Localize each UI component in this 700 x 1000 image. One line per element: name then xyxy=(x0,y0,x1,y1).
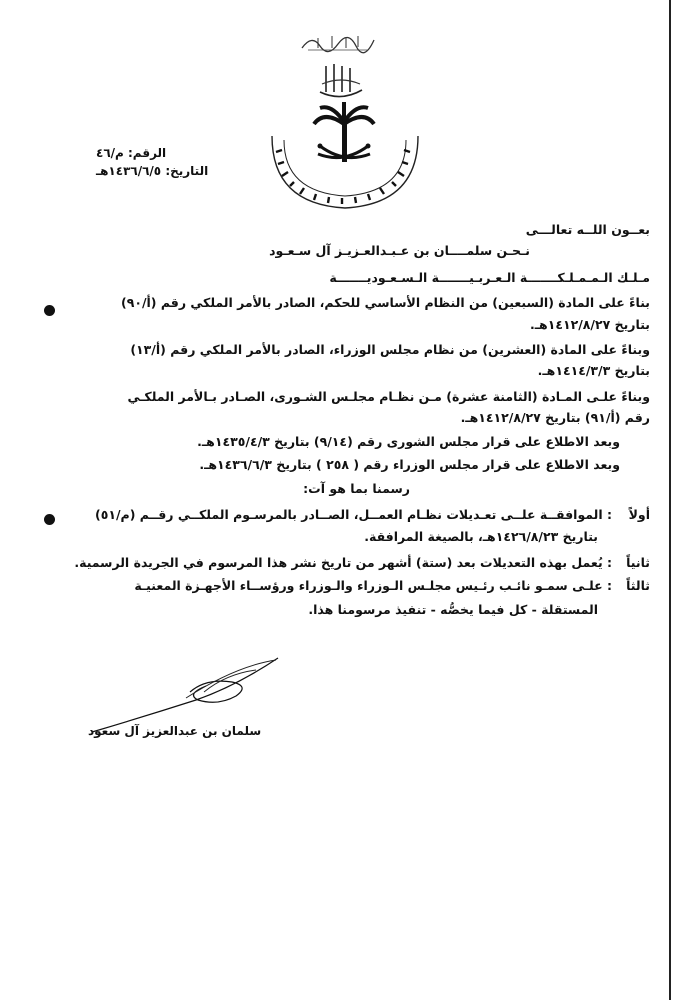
item-2-line-1: : يُعمل بهذه التعديلات بعد (ستة) أشهر من تاريخ نشر هذا المرسوم في الجريدة الرسمية. xyxy=(74,555,612,570)
preamble-para-5: وبعد الاطلاع على قرار مجلس الوزراء رقم ( ٢٥٨ ) بتاريخ ١٤٣٦/٦/٣هـ. xyxy=(199,457,620,472)
kingdom-title-line: مـلـك الـمـمـلـكـــــــة الـعـربـيـــــــة الـسـعـوديـــــــة xyxy=(329,270,650,285)
reference-number: الرقم: م/٤٦ xyxy=(96,146,167,160)
basmala-calligraphy xyxy=(298,28,378,56)
punch-hole-mark xyxy=(44,514,55,525)
preamble-para-1-line-2: بتاريخ ١٤١٢/٨/٢٧هـ. xyxy=(530,317,650,332)
kingdom-emblem xyxy=(262,100,428,212)
item-2-label: ثانياً xyxy=(626,555,650,570)
item-1-line-1: : الموافقــة علــى تعـديلات نظـام العمــل، الصــادر بالمرسـوم الملكــي رقــم (م/٥١) xyxy=(94,507,612,522)
preamble-para-1-line-1: بناءً على المادة (السبعين) من النظام الأساسي للحكم، الصادر بالأمر الملكي رقم (أ/٩٠) xyxy=(120,295,650,310)
king-name-line: نـحـن سلمــــان بن عـبـدالعـزيـز آل سـعـود xyxy=(269,243,530,258)
preamble-para-2-line-2: بتاريخ ١٤١٤/٣/٣هـ. xyxy=(537,363,650,378)
item-3-line-2: المستقلة - كل فيما يخصُّه - تنفيذ مرسومنا هذا. xyxy=(308,602,598,617)
item-1-label: أولاً xyxy=(628,507,650,522)
preamble-para-2-line-1: وبناءً على المادة (العشرين) من نظام مجلس الوزراء، الصادر بالأمر الملكي رقم (أ/١٣) xyxy=(130,342,650,357)
preamble-para-3-line-2: رقم (أ/٩١) بتاريخ ١٤١٢/٨/٢٧هـ. xyxy=(460,410,650,425)
decree-intro: رسمنا بما هو آت: xyxy=(303,481,410,496)
invocation: بعــون اللــه تعالـــى xyxy=(525,222,650,237)
item-3-label: ثالثاً xyxy=(626,578,650,593)
shahada-calligraphy xyxy=(316,62,366,100)
preamble-para-4: وبعد الاطلاع على قرار مجلس الشورى رقم (٩/١٤) بتاريخ ١٤٣٥/٤/٣هـ. xyxy=(197,434,620,449)
preamble-para-3-line-1: وبناءً علـى المـادة (الثامنة عشرة) مـن نظـام مجلـس الشـورى، الصـادر بـالأمر الملكـي xyxy=(127,389,650,404)
punch-hole-mark xyxy=(44,305,55,316)
palm-tree-icon xyxy=(314,102,374,162)
signer-name: سلمان بن عبدالعزيز آل سعود xyxy=(88,724,262,738)
item-1-line-2: بتاريخ ١٤٢٦/٨/٢٣هـ، بالصيغة المرافقة. xyxy=(364,529,598,544)
reference-date: التاريخ: ١٤٣٦/٦/٥هـ xyxy=(96,164,209,178)
item-3-line-1: : علـى سمـو نائـب رئـيس مجلـس الـوزراء والـوزراء ورؤســاء الأجهـزة المعنيـة xyxy=(134,578,612,593)
page-edge-rule xyxy=(669,0,671,1000)
